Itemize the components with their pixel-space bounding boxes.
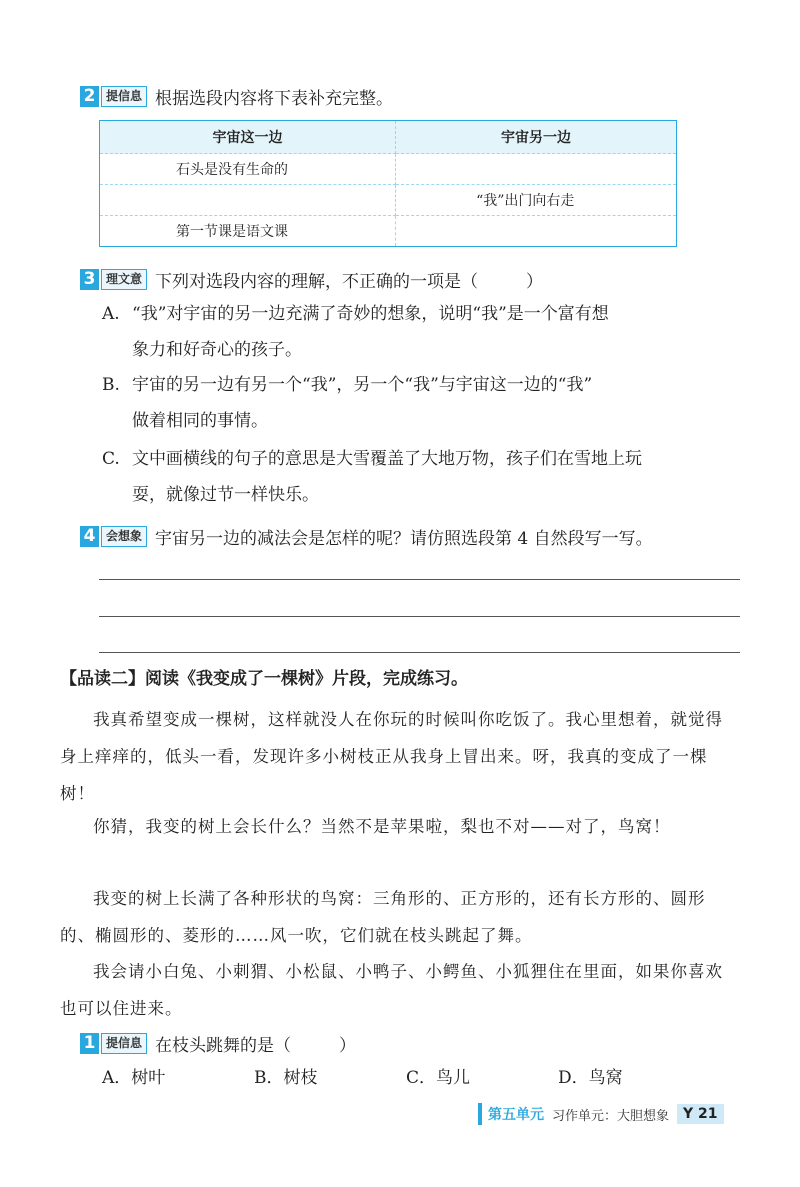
section-title: 【品读二】阅读《我变成了一棵树》片段，完成练习。: [60, 669, 468, 689]
option-text-line1: 宇宙的另一边有另一个“我”，另一个“我”与宇宙这一边的“我”: [132, 375, 593, 395]
option-text-line1: “我”对宇宙的另一边充满了奇妙的想象，说明“我”是一个富有想: [132, 304, 609, 324]
passage-paragraph: 你猜，我变的树上会长什么？当然不是苹果啦，梨也不对——对了，鸟窝！: [93, 817, 671, 836]
passage-paragraph: 我会请小白兔、小刺猬、小松鼠、小鸭子、小鳄鱼、小狐狸住在里面，如果你喜欢也可以住进来。: [60, 962, 723, 1018]
writing-line[interactable]: [99, 579, 740, 580]
passage-paragraph: 我真希望变成一棵树，这样就没人在你玩的时候叫你吃饭了。我心里想着，就觉得身上痒痒的，低头一看，发现许多小树枝正从我身上冒出来。呀，我真的变成了一棵树！: [60, 710, 723, 803]
option-text-line1: 文中画横线的句子的意思是大雪覆盖了大地万物，孩子们在雪地上玩: [132, 449, 642, 469]
footer-accent-bar: [478, 1103, 482, 1125]
question-tag: 理文意: [101, 269, 147, 290]
question-number: 4: [80, 526, 99, 547]
question-text: [155, 267, 543, 292]
question-text: 宇宙另一边的减法会是怎样的呢？请仿照选段第 4 自然段写一写。: [155, 529, 653, 549]
table-cell-blank[interactable]: [396, 154, 677, 185]
question-text-after: ）: [339, 1036, 357, 1056]
question-text-after: ）: [526, 272, 544, 292]
info-table: [99, 120, 677, 247]
table-header-row: [100, 121, 677, 154]
option-c[interactable]: [102, 441, 742, 513]
table-row: [100, 154, 677, 185]
question-tag: 会想象: [101, 526, 147, 547]
table-header-cell: 宇宙另一边: [396, 121, 677, 154]
question-text: [155, 1031, 356, 1056]
question-1-header: [80, 1031, 356, 1056]
option-label: A.: [102, 304, 120, 324]
question-number: 3: [80, 269, 99, 290]
choice-list: [102, 1063, 623, 1088]
page-footer: [478, 1103, 724, 1125]
page-number: Y 21: [677, 1104, 724, 1124]
table-cell: 石头是没有生命的: [100, 154, 396, 185]
question-tag: 提信息: [101, 86, 147, 107]
table-cell-blank[interactable]: [100, 185, 396, 216]
option-text-line2: 做着相同的事情。: [132, 411, 268, 431]
table-header-cell: 宇宙这一边: [100, 121, 396, 154]
footer-unit: 第五单元: [488, 1107, 544, 1123]
question-4-header: [80, 524, 653, 549]
writing-line[interactable]: [99, 616, 740, 617]
table-cell: “我”出门向右走: [396, 185, 677, 216]
table-cell-blank[interactable]: [396, 216, 677, 247]
choice-b[interactable]: B．树枝: [254, 1068, 318, 1088]
footer-topic: 习作单元：大胆想象: [552, 1108, 670, 1124]
question-text: 根据选段内容将下表补充完整。: [155, 89, 394, 109]
choice-d[interactable]: D．鸟窝: [558, 1068, 623, 1088]
question-text-before: 在枝头跳舞的是（: [155, 1036, 292, 1056]
choice-a[interactable]: A．树叶: [102, 1068, 166, 1088]
choice-c[interactable]: C．鸟儿: [406, 1068, 471, 1088]
option-a[interactable]: [102, 296, 742, 368]
passage-paragraph: 我变的树上长满了各种形状的鸟窝：三角形的、正方形的，还有长方形的、圆形的、椭圆形的、菱形的……风一吹，它们就在枝头跳起了舞。: [60, 889, 706, 945]
table-cell: 第一节课是语文课: [100, 216, 396, 247]
question-text-before: 下列对选段内容的理解，不正确的一项是（: [155, 272, 479, 292]
question-2-header: [80, 84, 393, 109]
option-text-line2: 耍，就像过节一样快乐。: [132, 485, 319, 505]
option-label: B.: [102, 375, 120, 395]
question-number: 1: [80, 1033, 99, 1054]
question-number: 2: [80, 86, 99, 107]
option-b[interactable]: [102, 367, 742, 439]
writing-line[interactable]: [99, 652, 740, 653]
question-3-header: [80, 267, 543, 292]
option-label: C.: [102, 449, 120, 469]
question-tag: 提信息: [101, 1033, 147, 1054]
table-row: [100, 216, 677, 247]
option-text-line2: 象力和好奇心的孩子。: [132, 340, 302, 360]
table-row: [100, 185, 677, 216]
